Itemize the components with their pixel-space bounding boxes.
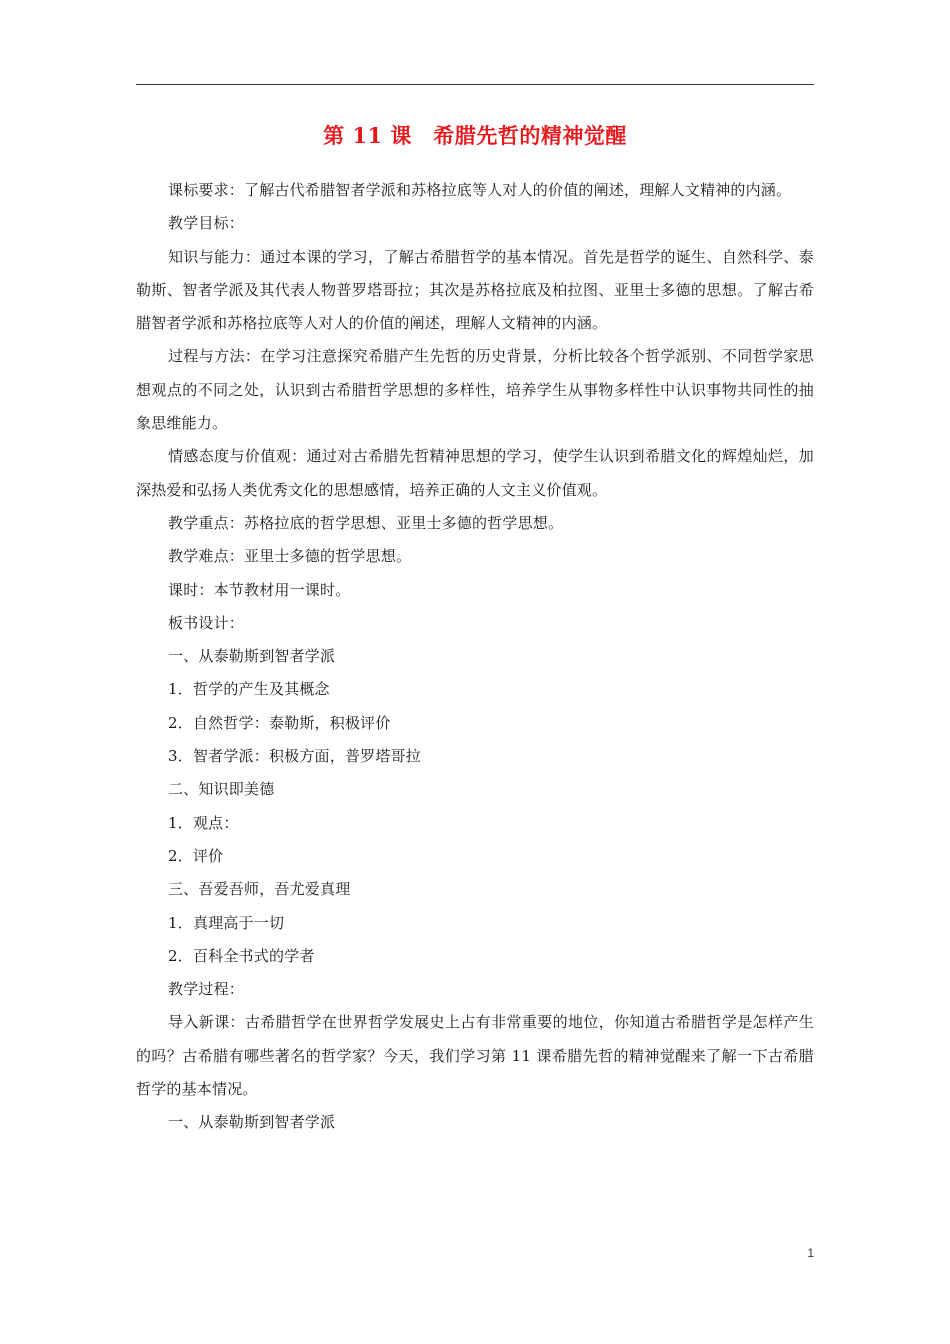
paragraph-introduction: 导入新课：古希腊哲学在世界哲学发展史上占有非常重要的地位，你知道古希腊哲学是怎样产生的吗？古希腊有哪些著名的哲学家？今天，我们学习第 11 课希腊先哲的精神觉醒来了解一下古希腊哲学的基本情况。	[136, 1013, 814, 1099]
outline-item: 1．真理高于一切	[168, 913, 285, 932]
paragraph-objectives-heading: 教学目标：	[168, 214, 245, 233]
paragraph-class-hours: 课时：本节教材用一课时。	[168, 580, 351, 599]
outline-item: 2．百科全书式的学者	[168, 946, 315, 965]
outline-item: 3．智者学派：积极方面，普罗塔哥拉	[168, 747, 421, 766]
header-rule	[136, 84, 814, 85]
paragraph-values: 情感态度与价值观：通过对古希腊先哲精神思想的学习，使学生认识到希腊文化的辉煌灿烂，加深热爱和弘扬人类优秀文化的思想感情，培养正确的人文主义价值观。	[136, 447, 814, 499]
paragraph-key-points: 教学重点：苏格拉底的哲学思想、亚里士多德的哲学思想。	[168, 513, 564, 532]
paragraph-standard: 课标要求：了解古代希腊智者学派和苏格拉底等人对人的价值的阐述，理解人文精神的内涵。	[168, 181, 792, 199]
paragraph-board-design: 板书设计：	[168, 613, 245, 632]
section-heading: 一、从泰勒斯到智者学派	[168, 1113, 336, 1132]
outline-item: 2．自然哲学：泰勒斯，积极评价	[168, 713, 391, 732]
paragraph-process: 过程与方法：在学习注意探究希腊产生先哲的历史背景，分析比较各个哲学派别、不同哲学家思想观点的不同之处，认识到古希腊哲学思想的多样性，培养学生从事物多样性中认识事物共同性的抽象思维能力。	[136, 347, 814, 433]
outline-item: 2．评价	[168, 846, 224, 865]
outline-item: 二、知识即美德	[168, 780, 275, 799]
paragraph-process-heading: 教学过程：	[168, 980, 245, 999]
outline-item: 一、从泰勒斯到智者学派	[168, 647, 336, 666]
outline-item: 三、吾爱吾师，吾尤爱真理	[168, 880, 351, 899]
paragraph-knowledge: 知识与能力：通过本课的学习，了解古希腊哲学的基本情况。首先是哲学的诞生、自然科学、泰勒斯、智者学派及其代表人物普罗塔哥拉；其次是苏格拉底及柏拉图、亚里士多德的思想。了解古希腊智者学派和苏格拉底等人对人的价值的阐述，理解人文精神的内涵。	[136, 247, 814, 333]
outline-item: 1．观点：	[168, 813, 239, 832]
page-number: 1	[807, 1246, 814, 1260]
page-title: 第 11 课 希腊先哲的精神觉醒	[323, 123, 627, 148]
outline-item: 1．哲学的产生及其概念	[168, 680, 330, 699]
document-body	[136, 174, 814, 1140]
paragraph-difficulties: 教学难点：亚里士多德的哲学思想。	[168, 547, 412, 566]
